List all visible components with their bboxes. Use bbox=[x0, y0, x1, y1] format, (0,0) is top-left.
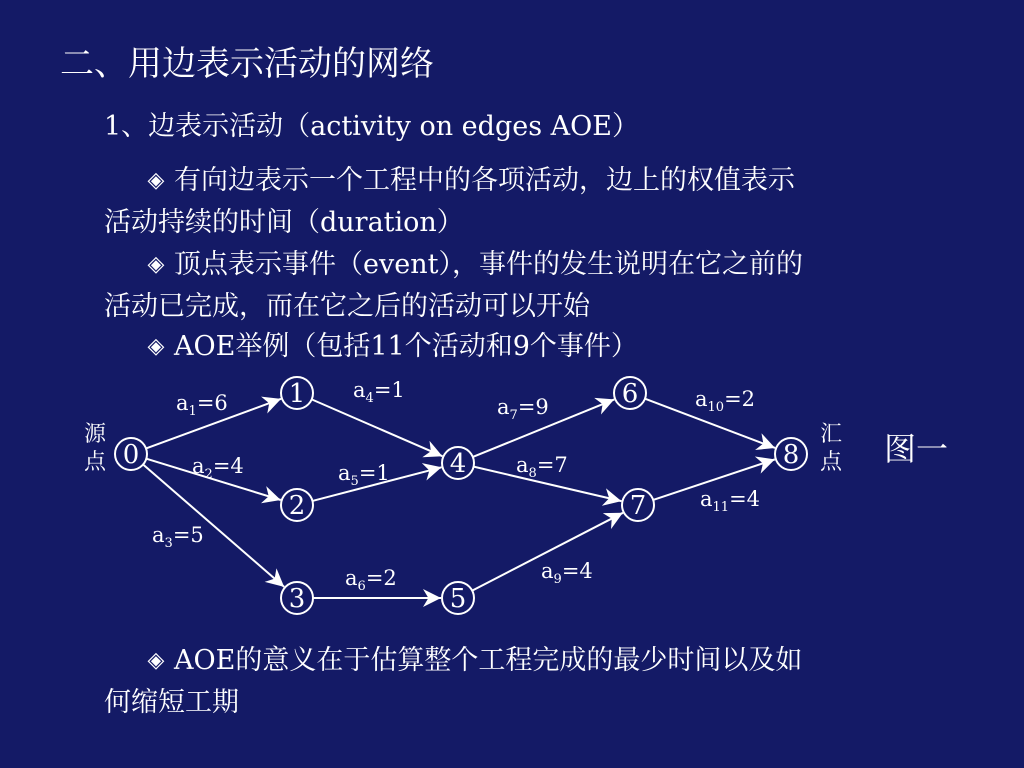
bullet-paragraph-4 bbox=[104, 640, 984, 724]
figure-label: 图一 bbox=[884, 430, 949, 468]
node-6 bbox=[614, 377, 646, 409]
source-label-char-1: 源 bbox=[84, 422, 107, 447]
bullet-paragraph-2 bbox=[104, 244, 984, 328]
edge-weight-label-a5: $a_5=1$ bbox=[338, 461, 390, 489]
node-7 bbox=[622, 489, 654, 521]
sink-label-char-1: 汇 bbox=[820, 422, 843, 447]
diamond-icon: ◈ bbox=[147, 334, 165, 359]
bullet-1-line2: 活动持续的时间（duration） bbox=[104, 207, 464, 238]
sink-label-char-2: 点 bbox=[820, 450, 843, 475]
node-label-1: 1 bbox=[288, 379, 306, 409]
edge-weight-label-a1: $a_1=6$ bbox=[176, 391, 228, 419]
edge-1-4 bbox=[312, 399, 443, 456]
page-title: 二、用边表示活动的网络 bbox=[60, 44, 434, 84]
node-label-5: 5 bbox=[449, 584, 467, 614]
edge-weight-label-a10: $a_{10}=2$ bbox=[695, 387, 756, 415]
edge-weight-label-a11: $a_{11}=4$ bbox=[700, 487, 761, 515]
bullet-4-line1: AOE的意义在于估算整个工程完成的最少时间以及如 bbox=[174, 645, 803, 676]
node-3 bbox=[281, 582, 313, 614]
node-1 bbox=[281, 377, 313, 409]
bullet-2-line1: 顶点表示事件（event），事件的发生说明在它之前的 bbox=[174, 249, 803, 280]
edge-weight-label-a7: $a_7=9$ bbox=[497, 395, 549, 423]
node-5 bbox=[442, 582, 474, 614]
node-label-7: 7 bbox=[629, 491, 647, 521]
edge-weight-label-a3: $a_3=5$ bbox=[152, 523, 204, 551]
node-4 bbox=[442, 447, 474, 479]
diamond-icon: ◈ bbox=[147, 252, 165, 277]
aoe-network-diagram bbox=[0, 360, 1024, 630]
bullet-4-line2: 何缩短工期 bbox=[104, 687, 239, 718]
bullet-paragraph-1 bbox=[104, 160, 984, 244]
diamond-icon: ◈ bbox=[147, 168, 165, 193]
edge-weight-label-a8: $a_8=7$ bbox=[516, 453, 568, 481]
source-label-char-2: 点 bbox=[84, 450, 107, 475]
node-label-6: 6 bbox=[621, 379, 639, 409]
edge-weight-label-a6: $a_6=2$ bbox=[345, 566, 397, 594]
edge-weight-label-a9: $a_9=4$ bbox=[541, 559, 593, 587]
node-label-4: 4 bbox=[449, 449, 467, 479]
node-2 bbox=[281, 489, 313, 521]
node-8 bbox=[775, 438, 807, 470]
node-label-0: 0 bbox=[122, 440, 140, 470]
diamond-icon: ◈ bbox=[147, 648, 165, 673]
node-label-2: 2 bbox=[288, 491, 306, 521]
bullet-1-line1: 有向边表示一个工程中的各项活动，边上的权值表示 bbox=[174, 165, 795, 196]
node-0 bbox=[115, 438, 147, 470]
edge-weight-label-a2: $a_2=4$ bbox=[192, 454, 244, 482]
node-label-8: 8 bbox=[782, 440, 800, 470]
section-subtitle: 1、边表示活动（activity on edges AOE） bbox=[104, 111, 639, 142]
edge-weight-label-a4: $a_4=1$ bbox=[353, 378, 405, 406]
node-label-3: 3 bbox=[288, 584, 306, 614]
bullet-2-line2: 活动已完成，而在它之后的活动可以开始 bbox=[104, 291, 590, 322]
bullet-3-line1: AOE举例（包括11个活动和9个事件） bbox=[174, 331, 638, 362]
